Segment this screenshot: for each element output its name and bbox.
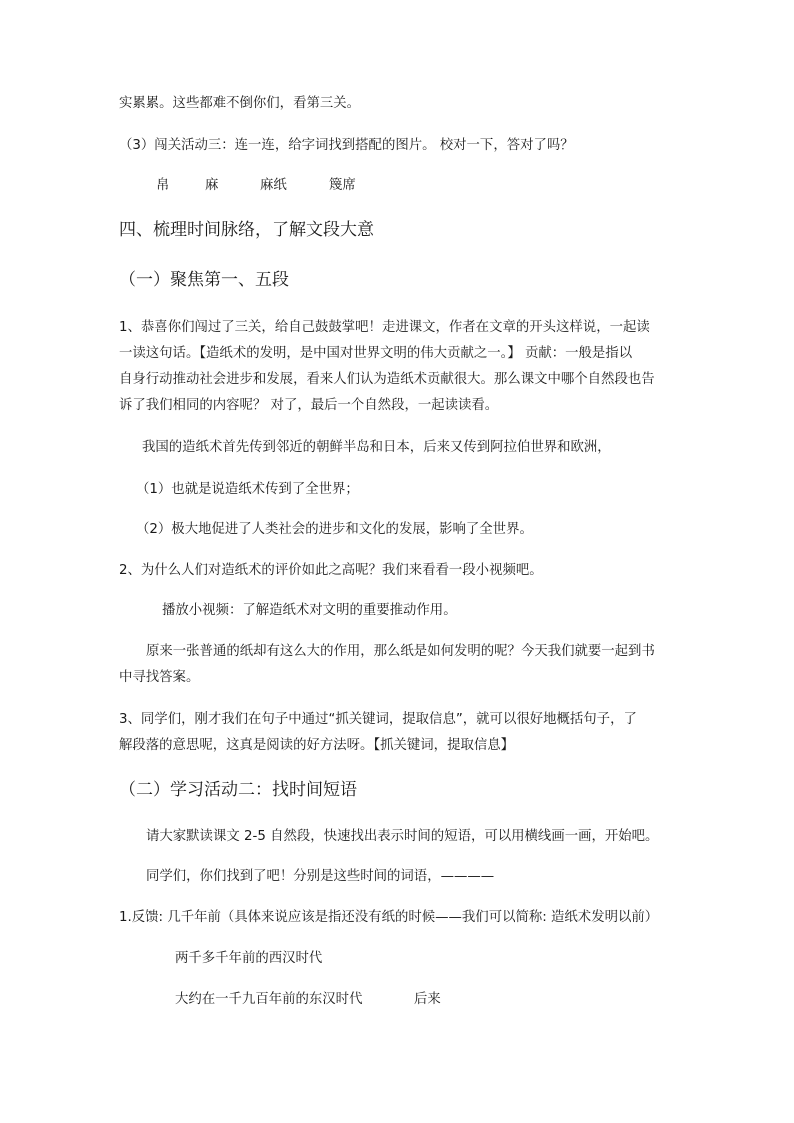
time-phrase: 两千多千年前的西汉时代 bbox=[175, 951, 323, 966]
paragraph-line: 自身行动推动社会进步和发展，看来人们认为造纸术贡献很大。那么课文中哪个自然段也告 bbox=[119, 372, 655, 387]
paragraph-line: 一读这句话。【造纸术的发明，是中国对世界文明的伟大贡献之一。】 贡献：一般是指以 bbox=[119, 346, 633, 361]
activity-three-line: （3）闯关活动三：连一连，给字词找到搭配的图片。 校对一下，答对了吗？ bbox=[119, 138, 574, 153]
paragraph-line: 2、为什么人们对造纸术的评价如此之高呢？我们来看看一段小视频吧。 bbox=[119, 563, 543, 578]
paragraph-line: 原来一张普通的纸却有这么大的作用，那么纸是如何发明的呢？今天我们就要一起到书 bbox=[146, 644, 655, 659]
feedback-line: 1.反馈: 几千年前（具体来说应该是指还没有纸的时候——我们可以简称: 造纸术发明以前） bbox=[119, 910, 659, 925]
word-item: 麻 bbox=[205, 178, 219, 193]
subsection-heading: （二）学习活动二：找时间短语 bbox=[119, 780, 357, 800]
subsection-heading: （一）聚焦第一、五段 bbox=[119, 270, 289, 290]
paragraph-line: 解段落的意思呢，这真是阅读的好方法呀。【抓关键词，提取信息】 bbox=[119, 738, 515, 753]
paragraph-line: 同学们，你们找到了吧！分别是这些时间的词语，———— bbox=[146, 869, 495, 884]
word-item: 麻纸 bbox=[260, 178, 287, 193]
paragraph-line: 请大家默读课文 2-5 自然段，快速找出表示时间的短语，可以用横线画一画，开始吧。 bbox=[146, 829, 659, 844]
quote-line: 我国的造纸术首先传到邻近的朝鲜半岛和日本，后来又传到阿拉伯世界和欧洲， bbox=[142, 440, 611, 455]
time-phrase: 大约在一千九百年前的东汉时代 bbox=[175, 992, 363, 1007]
text-line: 实累累。这些都难不倒你们，看第三关。 bbox=[119, 96, 361, 111]
paragraph-line: 中寻找答案。 bbox=[119, 670, 200, 685]
paragraph-line: 3、同学们，刚才我们在句子中通过“抓关键词，提取信息”，就可以很好地概括句子，了 bbox=[119, 712, 637, 727]
time-phrase: 后来 bbox=[414, 992, 441, 1007]
paragraph-line: 诉了我们相同的内容呢？ 对了，最后一个自然段，一起读读看。 bbox=[119, 398, 499, 413]
word-item: 帛 bbox=[156, 178, 170, 193]
point-line: （1）也就是说造纸术传到了全世界； bbox=[136, 482, 359, 497]
video-line: 播放小视频：了解造纸术对文明的重要推动作用。 bbox=[162, 603, 457, 618]
word-item: 篾席 bbox=[329, 178, 356, 193]
point-line: （2）极大地促进了人类社会的进步和文化的发展，影响了全世界。 bbox=[136, 522, 533, 537]
paragraph-line: 1、恭喜你们闯过了三关，给自己鼓鼓掌吧！走进课文，作者在文章的开头这样说，一起读 bbox=[119, 320, 650, 335]
section-heading: 四、梳理时间脉络，了解文段大意 bbox=[119, 220, 374, 240]
